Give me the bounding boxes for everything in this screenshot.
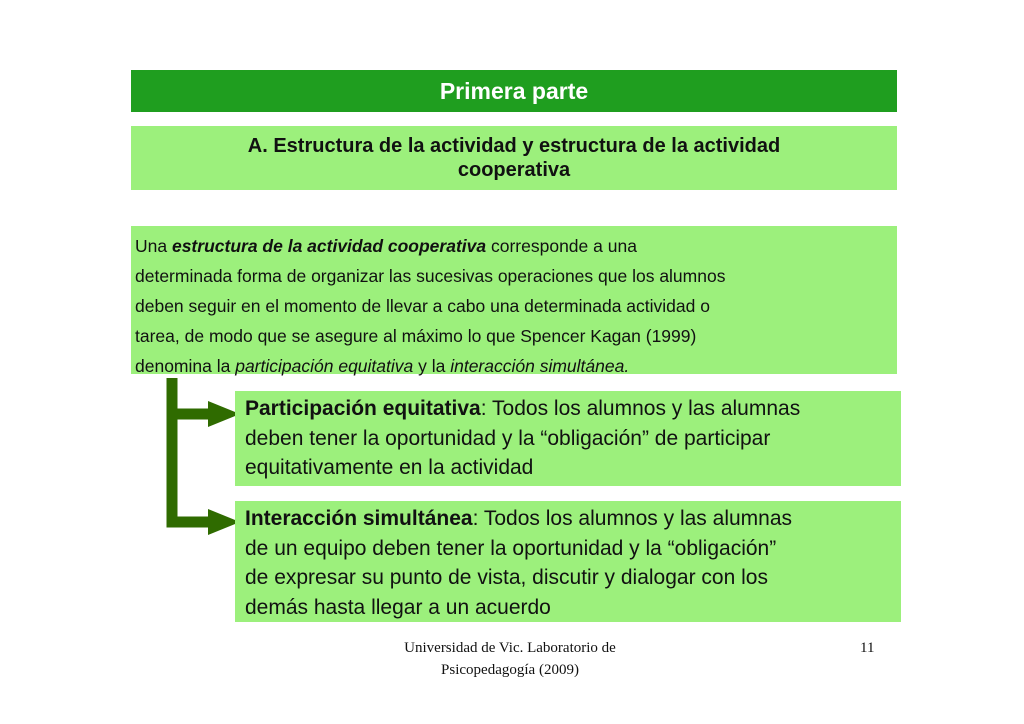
point-1-term: Participación equitativa (245, 397, 481, 420)
point-1-line-3: equitativamente en la actividad (245, 456, 534, 479)
definition-line-4: tarea, de modo que se asegure al máximo lo que Spencer Kagan (1999) (135, 326, 697, 346)
footer-line-1: Universidad de Vic. Laboratorio de (404, 640, 616, 656)
slide-title: Primera parte (131, 70, 897, 112)
point-2-line-3: de expresar su punto de vista, discutir y dialogar con los (245, 566, 768, 589)
point-2-line-2: de un equipo deben tener la oportunidad y la “obligación” (245, 536, 777, 560)
definition-line-1: Una estructura de la actividad cooperativa corresponde a una (135, 236, 637, 256)
point-2-term: Interacción simultánea (245, 507, 473, 530)
term-participacion: participación equitativa (235, 356, 414, 376)
bracket-line (172, 378, 212, 522)
point-interaccion-box (235, 501, 901, 622)
point-2-line-1: Interacción simultánea: Todos los alumnos y las alumnas (245, 507, 793, 530)
term-interaccion: interacción simultánea. (450, 356, 630, 376)
subtitle-line-2: cooperativa (457, 159, 571, 181)
definition-line-3: deben seguir en el momento de llevar a cabo una determinada actividad o (135, 296, 710, 316)
point-2-line-4: demás hasta llegar a un acuerdo (245, 595, 551, 619)
definition-term: estructura de la actividad cooperativa (171, 236, 487, 256)
footer-credit (360, 637, 660, 681)
page-number: 11 (860, 640, 875, 656)
footer-line-2: Psicopedagogía (2009) (441, 662, 579, 678)
definition-line-5: denomina la participación equitativa y la interacción simultánea. (135, 356, 630, 376)
point-1-line-1: Participación equitativa: Todos los alumnos y las alumnas (245, 397, 801, 420)
subtitle-line-1: A. Estructura de la actividad y estructura de la actividad (247, 135, 781, 157)
point-1-line-2: deben tener la oportunidad y la “obligación” de participar (245, 426, 771, 450)
definition-line-2: determinada forma de organizar las sucesivas operaciones que los alumnos (135, 266, 726, 286)
point-participacion-box (235, 391, 901, 486)
